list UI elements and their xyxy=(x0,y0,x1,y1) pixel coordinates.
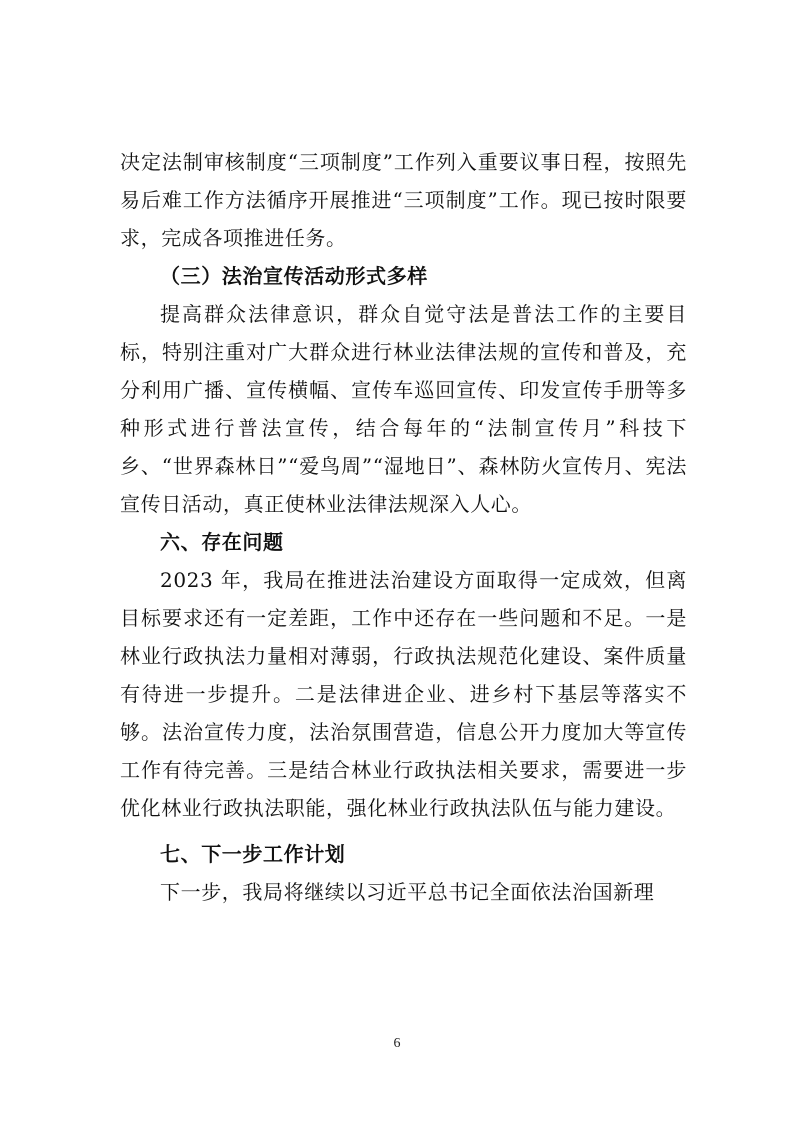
body-paragraph: 下一步，我局将继续以习近平总书记全面依法治国新理 xyxy=(160,880,655,904)
body-paragraph: 决定法制审核制度“三项制度”工作列入重要议事日程，按照先易后难工作方法循序开展推进“三项制度”工作。现已按时限要求，完成各项推进任务。 xyxy=(120,150,687,250)
document-body xyxy=(120,143,687,911)
section-heading: 六、存在问题 xyxy=(160,530,284,554)
section-heading: 七、下一步工作计划 xyxy=(160,842,346,866)
body-paragraph: 2023 年，我局在推进法治建设方面取得一定成效，但离目标要求还有一定差距，工作中还存在一些问题和不足。一是林业行政执法力量相对薄弱，行政执法规范化建设、案件质量有待进一步提升。二是法律进企业、进乡村下基层等落实不够。法治宣传力度，法治氛围营造，信息公开力度加大等宣传工作有待完善。三是结合林业行政执法相关要求，需要进一步优化林业行政执法职能，强化林业行政执法队伍与能力建设。 xyxy=(120,568,687,820)
subheading: （三）法治宣传活动形式多样 xyxy=(160,264,428,288)
body-paragraph: 提高群众法律意识，群众自觉守法是普法工作的主要目标，特别注重对广大群众进行林业法律法规的宣传和普及，充分利用广播、宣传横幅、宣传车巡回宣传、印发宣传手册等多种形式进行普法宣传，结合每年的“法制宣传月”科技下乡、“世界森林日”“爱鸟周”“湿地日”、森林防火宣传月、宪法宣传日活动，真正使林业法律法规深入人心。 xyxy=(120,302,687,516)
page-number: 6 xyxy=(393,1036,401,1051)
